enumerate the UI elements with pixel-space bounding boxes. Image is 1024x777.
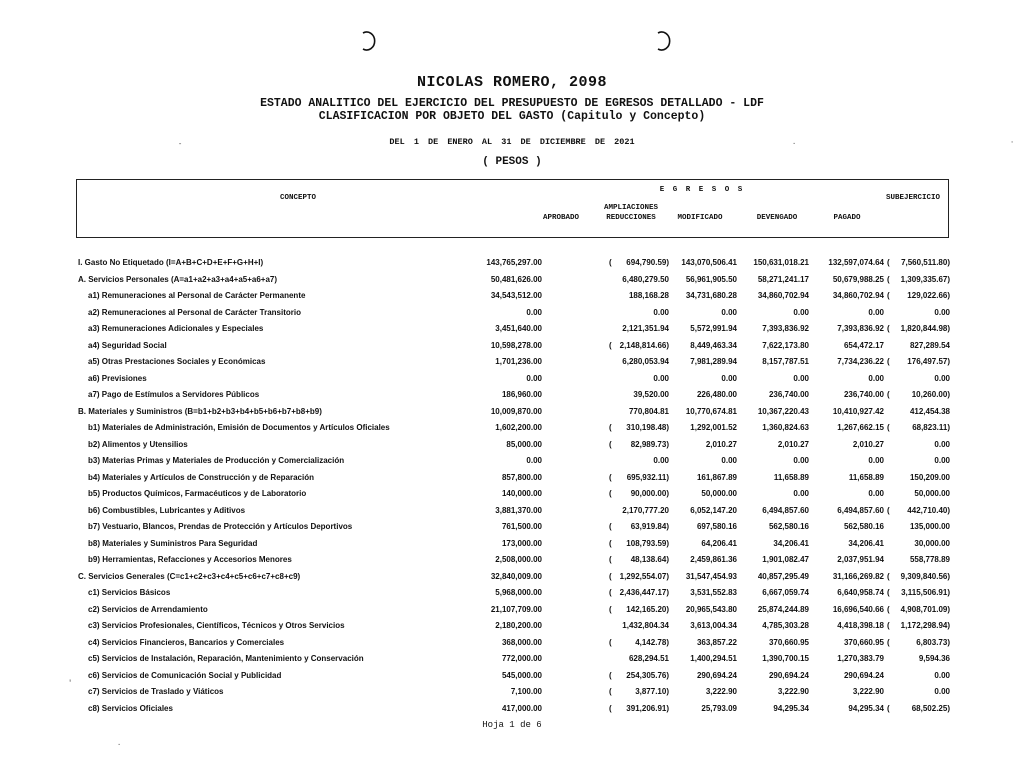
- negative-paren: (: [887, 505, 890, 515]
- row-devengado: 6,667,059.74: [762, 588, 809, 597]
- row-pagado: 34,860,702.94: [832, 291, 884, 300]
- row-ampliaciones: 90,000.00): [630, 489, 669, 498]
- row-pagado: 11,658.89: [848, 472, 884, 482]
- row-pagado: 654,472.17: [843, 340, 884, 350]
- row-modificado: 5,572,991.94: [690, 324, 737, 333]
- table-row: [0, 539, 1024, 556]
- row-aprobado: 7,100.00: [510, 687, 542, 696]
- row-concepto: c2) Servicios de Arrendamiento: [88, 604, 208, 614]
- document-classification: CLASIFICACION POR OBJETO DEL GASTO (Capitulo y Concepto): [318, 110, 706, 123]
- table-row: [0, 638, 1024, 655]
- row-concepto: a6) Previsiones: [88, 373, 147, 383]
- row-pagado: 0.00: [868, 489, 884, 498]
- row-subejercicio: 7,560,511.80): [901, 258, 950, 267]
- row-ampliaciones: 1,432,804.34: [622, 621, 669, 630]
- row-subejercicio: 6,803.73): [916, 637, 950, 647]
- row-devengado: 562,580.16: [768, 522, 809, 531]
- row-ampliaciones: 0.00: [653, 373, 669, 383]
- scan-speck: -: [178, 141, 183, 149]
- row-modificado: 143,070,506.41: [681, 258, 737, 267]
- row-devengado: 2,010.27: [777, 439, 809, 449]
- negative-paren: (: [609, 538, 612, 548]
- row-devengado: 0.00: [793, 373, 809, 383]
- row-ampliaciones: 4,142.78): [635, 637, 669, 647]
- row-aprobado: 85,000.00: [506, 439, 542, 449]
- row-devengado: 1,360,824.63: [762, 423, 809, 432]
- row-pagado: 6,640,958.74: [837, 588, 884, 597]
- row-pagado: 370,660.95: [843, 637, 884, 647]
- row-devengado: 7,622,173.80: [762, 340, 809, 350]
- row-modificado: 20,965,543.80: [685, 604, 737, 614]
- row-ampliaciones: 2,121,351.94: [622, 324, 669, 333]
- row-aprobado: 34,543,512.00: [490, 291, 542, 300]
- negative-paren: (: [609, 472, 612, 482]
- row-modificado: 1,292,001.52: [690, 423, 737, 432]
- row-modificado: 3,531,552.83: [690, 588, 737, 597]
- row-devengado: 94,295.34: [773, 703, 809, 713]
- row-pagado: 236,740.00: [843, 390, 884, 399]
- column-header-devengado: DEVENGADO: [756, 214, 798, 222]
- row-modificado: 50,000.00: [701, 489, 737, 498]
- row-subejercicio: 9,594.36: [918, 654, 950, 663]
- row-devengado: 8,157,787.51: [762, 357, 809, 366]
- row-subejercicio: 0.00: [934, 439, 950, 449]
- row-modificado: 0.00: [721, 456, 737, 465]
- row-modificado: 31,547,454.93: [685, 571, 737, 581]
- row-pagado: 16,696,540.66: [832, 604, 884, 614]
- row-aprobado: 173,000.00: [501, 538, 542, 548]
- row-aprobado: 3,881,370.00: [495, 505, 542, 515]
- row-aprobado: 1,602,200.00: [495, 423, 542, 432]
- table-row: [0, 357, 1024, 374]
- negative-paren: (: [887, 604, 890, 614]
- row-subejercicio: 30,000.00: [914, 538, 950, 548]
- negative-paren: (: [887, 390, 890, 399]
- row-concepto: b9) Herramientas, Refacciones y Accesorios Menores: [88, 555, 292, 564]
- table-row: [0, 588, 1024, 605]
- row-subejercicio: 3,115,506.91): [901, 588, 950, 597]
- row-subejercicio: 0.00: [934, 687, 950, 696]
- column-header-reducciones: REDUCCIONES: [606, 214, 656, 222]
- negative-paren: (: [609, 439, 612, 449]
- row-ampliaciones: 0.00: [653, 307, 669, 317]
- row-devengado: 0.00: [793, 489, 809, 498]
- row-pagado: 2,010.27: [852, 439, 884, 449]
- table-row: [0, 374, 1024, 391]
- column-header-concepto: CONCEPTO: [279, 194, 317, 202]
- row-devengado: 370,660.95: [768, 637, 809, 647]
- table-row: [0, 324, 1024, 341]
- row-devengado: 25,874,244.89: [757, 604, 809, 614]
- row-ampliaciones: 63,919.84): [630, 522, 669, 531]
- row-aprobado: 761,500.00: [501, 522, 542, 531]
- row-pagado: 3,222.90: [852, 687, 884, 696]
- table-row: [0, 654, 1024, 671]
- row-aprobado: 10,598,278.00: [490, 340, 542, 350]
- column-header-subejercicio: SUBEJERCICIO: [885, 194, 941, 202]
- table-row: [0, 456, 1024, 473]
- table-row: [0, 341, 1024, 358]
- row-subejercicio: 68,502.25): [911, 703, 950, 713]
- row-concepto: a7) Pago de Estímulos a Servidores Públicos: [88, 390, 260, 399]
- row-ampliaciones: 770,804.81: [628, 406, 669, 416]
- row-ampliaciones: 6,280,053.94: [622, 357, 669, 366]
- table-row: [0, 621, 1024, 638]
- negative-paren: (: [887, 324, 890, 333]
- document-title: NICOLAS ROMERO, 2098: [416, 74, 608, 91]
- row-pagado: 94,295.34: [848, 703, 884, 713]
- row-devengado: 1,901,082.47: [762, 555, 809, 564]
- budget-table-body: [0, 258, 1024, 720]
- row-devengado: 236,740.00: [768, 390, 809, 399]
- row-ampliaciones: 2,170,777.20: [622, 505, 669, 515]
- row-modificado: 161,867.89: [696, 472, 737, 482]
- row-subejercicio: 50,000.00: [914, 489, 950, 498]
- scan-speck: ·: [1010, 139, 1015, 147]
- row-pagado: 4,418,398.18: [837, 621, 884, 630]
- row-modificado: 0.00: [721, 307, 737, 317]
- row-subejercicio: 68,823.11): [912, 423, 950, 432]
- row-devengado: 34,860,702.94: [757, 291, 809, 300]
- row-ampliaciones: 142,165.20): [626, 604, 669, 614]
- table-row: [0, 605, 1024, 622]
- row-modificado: 10,770,674.81: [685, 406, 737, 416]
- negative-paren: (: [609, 340, 612, 350]
- row-aprobado: 772,000.00: [501, 654, 542, 663]
- row-aprobado: 0.00: [526, 456, 542, 465]
- row-aprobado: 5,968,000.00: [495, 588, 542, 597]
- row-ampliaciones: 39,520.00: [633, 390, 669, 399]
- row-concepto: c6) Servicios de Comunicación Social y Publicidad: [88, 670, 282, 680]
- row-pagado: 34,206.41: [848, 538, 884, 548]
- row-subejercicio: 150,209.00: [909, 472, 950, 482]
- row-subejercicio: 135,000.00: [909, 522, 950, 531]
- scan-speck: .: [117, 740, 122, 748]
- row-aprobado: 3,451,640.00: [495, 324, 542, 333]
- row-ampliaciones: 310,198.48): [626, 423, 669, 432]
- row-pagado: 1,270,383.79: [837, 654, 884, 663]
- row-subejercicio: 1,172,298.94): [900, 621, 950, 630]
- row-modificado: 3,613,004.34: [690, 621, 737, 630]
- row-concepto: c4) Servicios Financieros, Bancarios y Comerciales: [88, 637, 285, 647]
- row-concepto: b3) Materias Primas y Materiales de Producción y Comercialización: [88, 456, 345, 465]
- row-concepto: I. Gasto No Etiquetado (I=A+B+C+D+E+F+G+H+I): [78, 258, 264, 267]
- currency-label: ( PESOS ): [482, 156, 542, 168]
- row-ampliaciones: 6,480,279.50: [622, 274, 669, 284]
- row-subejercicio: 442,710.40): [907, 505, 950, 515]
- row-concepto: a5) Otras Prestaciones Sociales y Económicas: [88, 357, 266, 366]
- row-concepto: c7) Servicios de Traslado y Viáticos: [88, 687, 224, 696]
- row-ampliaciones: 2,148,814.66): [619, 340, 669, 350]
- row-subejercicio: 0.00: [934, 670, 950, 680]
- row-aprobado: 50,481,626.00: [490, 274, 542, 284]
- row-concepto: c5) Servicios de Instalación, Reparación, Mantenimiento y Conservación: [88, 654, 364, 663]
- row-ampliaciones: 2,436,447.17): [619, 588, 669, 597]
- negative-paren: (: [887, 588, 890, 597]
- negative-paren: (: [887, 291, 890, 300]
- row-concepto: b8) Materiales y Suministros Para Seguridad: [88, 538, 258, 548]
- row-concepto: a3) Remuneraciones Adicionales y Especiales: [88, 324, 264, 333]
- table-row: [0, 258, 1024, 275]
- row-concepto: a4) Seguridad Social: [88, 340, 167, 350]
- document-subtitle: ESTADO ANALITICO DEL EJERCICIO DEL PRESUPUESTO DE EGRESOS DETALLADO - LDF: [260, 97, 764, 110]
- row-subejercicio: 1,820,844.98): [900, 324, 950, 333]
- row-devengado: 11,658.89: [773, 472, 809, 482]
- row-concepto: b7) Vestuario, Blancos, Prendas de Protección y Artículos Deportivos: [88, 522, 353, 531]
- row-aprobado: 0.00: [526, 307, 542, 317]
- row-concepto: a1) Remuneraciones al Personal de Carácter Permanente: [88, 291, 306, 300]
- page-number: Hoja 1 de 6: [482, 720, 542, 730]
- column-header-modificado: MODIFICADO: [677, 214, 723, 222]
- negative-paren: (: [609, 522, 612, 531]
- negative-paren: (: [887, 423, 890, 432]
- row-devengado: 3,222.90: [777, 687, 809, 696]
- negative-paren: (: [887, 258, 890, 267]
- column-header-aprobado: APROBADO: [542, 214, 580, 222]
- row-pagado: 562,580.16: [843, 522, 884, 531]
- row-subejercicio: 1,309,335.67): [900, 274, 950, 284]
- row-ampliaciones: 628,294.51: [628, 654, 669, 663]
- negative-paren: (: [887, 621, 890, 630]
- row-ampliaciones: 695,932.11): [626, 472, 669, 482]
- row-aprobado: 368,000.00: [501, 637, 542, 647]
- row-modificado: 290,694.24: [696, 670, 737, 680]
- row-pagado: 50,679,988.25: [832, 274, 884, 284]
- report-period: DEL 1 DE ENERO AL 31 DE DICIEMBRE DE 2021: [389, 137, 635, 147]
- row-concepto: b6) Combustibles, Lubricantes y Aditivos: [88, 505, 246, 515]
- table-row: [0, 308, 1024, 325]
- row-subejercicio: 827,289.54: [909, 340, 950, 350]
- row-aprobado: 417,000.00: [501, 703, 542, 713]
- row-modificado: 25,793.09: [701, 703, 737, 713]
- negative-paren: (: [609, 571, 612, 581]
- row-devengado: 290,694.24: [768, 670, 809, 680]
- row-pagado: 10,410,927.42: [832, 406, 884, 416]
- negative-paren: (: [887, 274, 890, 284]
- row-aprobado: 545,000.00: [501, 670, 542, 680]
- row-modificado: 0.00: [721, 373, 737, 383]
- row-aprobado: 10,009,870.00: [490, 406, 542, 416]
- negative-paren: (: [609, 670, 612, 680]
- row-aprobado: 2,508,000.00: [495, 555, 542, 564]
- row-concepto: A. Servicios Personales (A=a1+a2+a3+a4+a5+a6+a7): [78, 274, 278, 284]
- row-modificado: 8,449,463.34: [690, 340, 737, 350]
- negative-paren: (: [609, 423, 612, 432]
- row-concepto: b5) Productos Químicos, Farmacéuticos y de Laboratorio: [88, 489, 307, 498]
- row-subejercicio: 129,022.66): [907, 291, 950, 300]
- table-row: [0, 390, 1024, 407]
- row-subejercicio: 558,778.89: [909, 555, 950, 564]
- row-pagado: 31,166,269.82: [832, 571, 884, 581]
- row-modificado: 363,857.22: [696, 637, 737, 647]
- row-pagado: 290,694.24: [843, 670, 884, 680]
- row-modificado: 6,052,147.20: [690, 505, 737, 515]
- row-ampliaciones: 188,168.28: [628, 291, 669, 300]
- column-header-box: [76, 179, 949, 238]
- row-devengado: 1,390,700.15: [762, 654, 809, 663]
- row-devengado: 6,494,857.60: [762, 505, 809, 515]
- row-aprobado: 32,840,009.00: [490, 571, 542, 581]
- row-pagado: 132,597,074.64: [828, 258, 884, 267]
- row-devengado: 0.00: [793, 307, 809, 317]
- row-aprobado: 2,180,200.00: [495, 621, 542, 630]
- row-ampliaciones: 694,790.59): [626, 258, 669, 267]
- row-modificado: 34,731,680.28: [685, 291, 737, 300]
- row-modificado: 56,961,905.50: [685, 274, 737, 284]
- row-devengado: 40,857,295.49: [757, 571, 809, 581]
- row-concepto: b1) Materiales de Administración, Emisión de Documentos y Artículos Oficiales: [88, 423, 390, 432]
- table-row: [0, 522, 1024, 539]
- row-devengado: 58,271,241.17: [757, 274, 809, 284]
- binder-hole-right: [655, 30, 671, 52]
- row-devengado: 7,393,836.92: [762, 324, 809, 333]
- negative-paren: (: [609, 258, 612, 267]
- row-devengado: 10,367,220.43: [757, 406, 809, 416]
- negative-paren: (: [609, 703, 612, 713]
- table-row: [0, 423, 1024, 440]
- row-modificado: 7,981,289.94: [690, 357, 737, 366]
- row-modificado: 1,400,294.51: [690, 654, 737, 663]
- negative-paren: (: [887, 703, 890, 713]
- row-ampliaciones: 1,292,554.07): [619, 571, 669, 581]
- row-modificado: 697,580.16: [696, 522, 737, 531]
- negative-paren: (: [887, 357, 890, 366]
- row-modificado: 3,222.90: [705, 687, 737, 696]
- row-ampliaciones: 254,305.76): [626, 670, 669, 680]
- row-concepto: c1) Servicios Básicos: [88, 588, 171, 597]
- row-devengado: 4,785,303.28: [762, 621, 809, 630]
- row-modificado: 2,459,861.36: [690, 555, 737, 564]
- row-subejercicio: 0.00: [934, 307, 950, 317]
- negative-paren: (: [609, 489, 612, 498]
- row-concepto: b4) Materiales y Artículos de Construcción y de Reparación: [88, 472, 314, 482]
- row-aprobado: 186,960.00: [501, 390, 542, 399]
- table-row: [0, 440, 1024, 457]
- negative-paren: (: [609, 555, 612, 564]
- table-row: [0, 671, 1024, 688]
- row-devengado: 0.00: [793, 456, 809, 465]
- row-pagado: 2,037,951.94: [837, 555, 884, 564]
- row-aprobado: 21,107,709.00: [490, 604, 542, 614]
- row-subejercicio: 176,497.57): [907, 357, 950, 366]
- table-row: [0, 506, 1024, 523]
- negative-paren: (: [609, 588, 612, 597]
- row-subejercicio: 0.00: [934, 456, 950, 465]
- row-aprobado: 143,765,297.00: [486, 258, 542, 267]
- row-concepto: C. Servicios Generales (C=c1+c2+c3+c4+c5+c6+c7+c8+c9): [78, 571, 301, 581]
- row-pagado: 0.00: [868, 456, 884, 465]
- table-row: [0, 473, 1024, 490]
- row-ampliaciones: 3,877.10): [635, 687, 669, 696]
- column-header-egresos: E G R E S O S: [659, 186, 745, 194]
- table-row: [0, 291, 1024, 308]
- row-concepto: a2) Remuneraciones al Personal de Carácter Transitorio: [88, 307, 301, 317]
- negative-paren: (: [609, 604, 612, 614]
- row-aprobado: 1,701,236.00: [495, 357, 542, 366]
- table-row: [0, 704, 1024, 721]
- row-aprobado: 140,000.00: [501, 489, 542, 498]
- binder-hole-left: [360, 30, 376, 52]
- row-modificado: 2,010.27: [705, 439, 737, 449]
- negative-paren: (: [887, 637, 890, 647]
- row-concepto: c3) Servicios Profesionales, Científicos, Técnicos y Otros Servicios: [88, 621, 345, 630]
- row-ampliaciones: 0.00: [653, 456, 669, 465]
- table-row: [0, 572, 1024, 589]
- row-modificado: 226,480.00: [696, 390, 737, 399]
- scan-speck: .: [792, 139, 797, 147]
- table-row: [0, 687, 1024, 704]
- column-header-pagado: PAGADO: [833, 214, 861, 222]
- table-row: [0, 407, 1024, 424]
- row-ampliaciones: 108,793.59): [626, 538, 669, 548]
- row-subejercicio: 0.00: [934, 373, 950, 383]
- table-row: [0, 555, 1024, 572]
- row-ampliaciones: 48,138.64): [630, 555, 669, 564]
- row-ampliaciones: 82,989.73): [630, 439, 669, 449]
- negative-paren: (: [609, 687, 612, 696]
- row-concepto: B. Materiales y Suministros (B=b1+b2+b3+b4+b5+b6+b7+b8+b9): [78, 406, 322, 416]
- row-modificado: 64,206.41: [701, 538, 737, 548]
- row-pagado: 0.00: [868, 307, 884, 317]
- row-devengado: 34,206.41: [773, 538, 809, 548]
- row-subejercicio: 9,309,840.56): [900, 571, 950, 581]
- row-subejercicio: 10,260.00): [911, 390, 950, 399]
- row-pagado: 7,393,836.92: [837, 324, 884, 333]
- table-row: [0, 489, 1024, 506]
- row-concepto: b2) Alimentos y Utensilios: [88, 439, 188, 449]
- table-row: [0, 275, 1024, 292]
- row-ampliaciones: 391,206.91): [626, 703, 669, 713]
- column-header-ampliaciones: AMPLIACIONES: [603, 204, 659, 212]
- row-aprobado: 0.00: [526, 373, 542, 383]
- row-concepto: c8) Servicios Oficiales: [88, 703, 173, 713]
- row-pagado: 1,267,662.15: [837, 423, 884, 432]
- negative-paren: (: [887, 571, 890, 581]
- row-devengado: 150,631,018.21: [753, 258, 809, 267]
- scan-speck: ': [68, 680, 73, 688]
- row-subejercicio: 4,908,701.09): [900, 604, 950, 614]
- row-subejercicio: 412,454.38: [909, 406, 950, 416]
- row-aprobado: 857,800.00: [501, 472, 542, 482]
- row-pagado: 7,734,236.22: [837, 357, 884, 366]
- negative-paren: (: [609, 637, 612, 647]
- row-pagado: 6,494,857.60: [837, 505, 884, 515]
- row-pagado: 0.00: [868, 373, 884, 383]
